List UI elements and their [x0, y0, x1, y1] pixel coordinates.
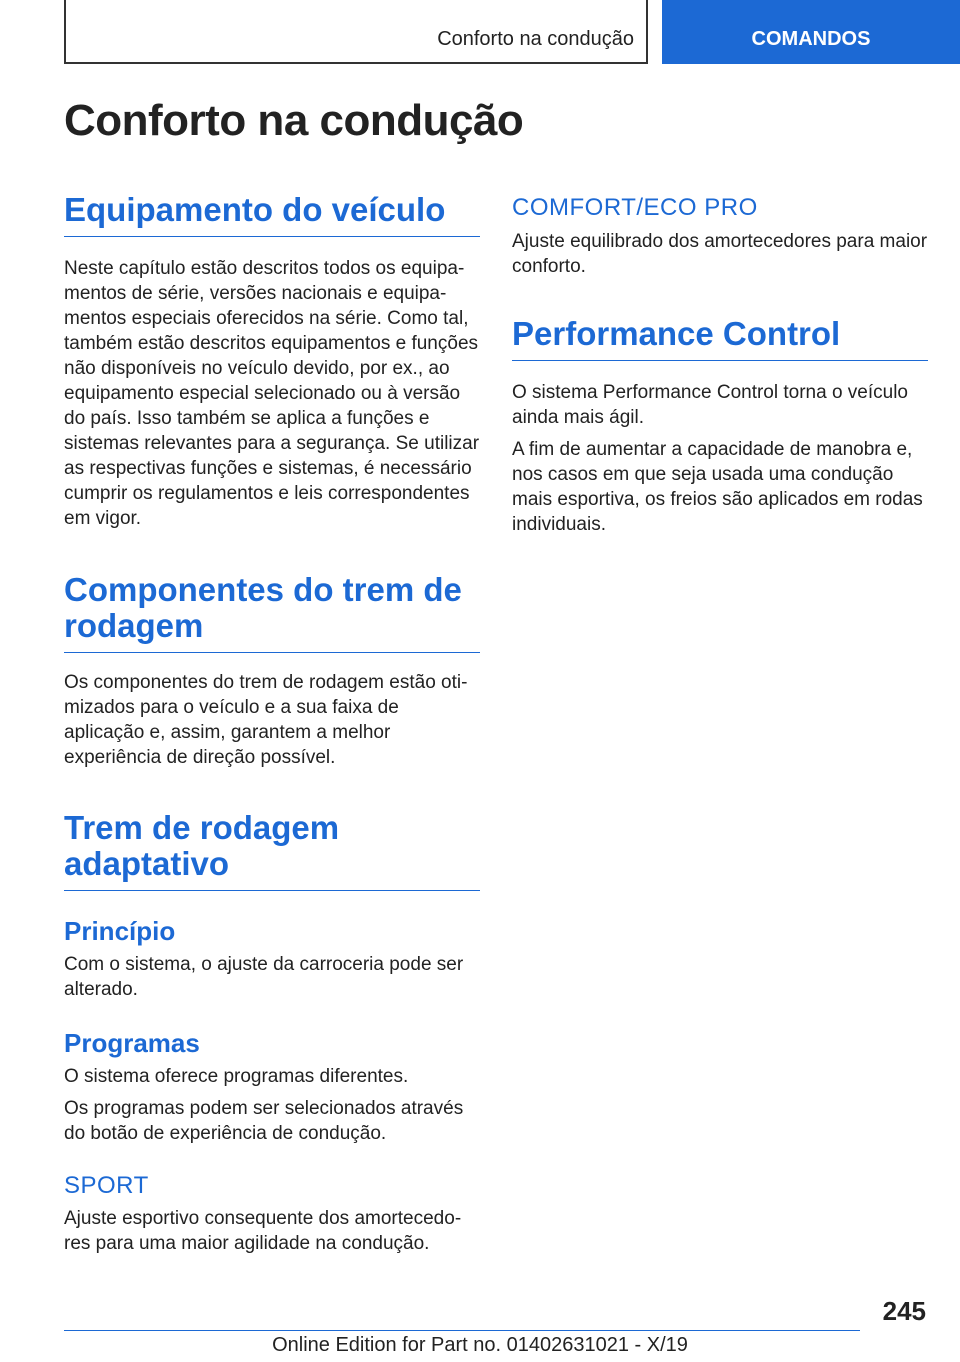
heading-programas: Programas [64, 1028, 200, 1058]
footer-divider [64, 1330, 860, 1331]
header-section-tab[interactable] [662, 0, 960, 64]
heading-trem-adaptativo: Trem de rodagem adaptativo [64, 810, 480, 891]
body-sport: Ajuste esportivo consequente dos amortecedores para uma maior agilidade na condução. [64, 1208, 462, 1254]
page-number: 245 [882, 1296, 926, 1326]
heading-equipamento: Equipamento do veículo [64, 192, 480, 237]
header-chapter-box [64, 0, 648, 64]
body-principio: Com o sistema, o ajuste da carroceria pode ser alterado. [64, 954, 464, 1000]
footer-edition: Online Edition for Part no. 01402631021 - X/19 [272, 1334, 688, 1356]
body-programas-1: O sistema oferece programas diferentes. [64, 1066, 409, 1087]
page-title: Conforto na condução [64, 96, 524, 145]
header-section-label: COMANDOS [751, 27, 871, 50]
body-equipamento: Neste capítulo estão descritos todos os equipamentos de série, versões nacionais e equipamentos especiais oferecidos na série. Como tal, também estão descritos equipamentos e funções não disponíveis no veículo devido, por ex., ao equipamento especial selecionado ou à versão do país. Isso também se aplica a funções e sistemas relevantes para a segurança. Se utilizar as respectivas funções e sistemas, é necessário cumprir os regulamentos e leis correspondentes em vigor. [64, 258, 480, 529]
heading-performance-control: Performance Control [512, 316, 928, 361]
heading-componentes: Componentes do trem de rodagem [64, 572, 480, 653]
body-performance-1: O sistema Performance Control torna o veículo ainda mais ágil. [512, 382, 909, 428]
header-chapter-title: Conforto na condução [437, 28, 634, 50]
body-componentes: Os componentes do trem de rodagem estão otimizados para o veículo e a sua faixa de aplicação e, assim, garantem a melhor experiência de direção possível. [64, 672, 468, 768]
body-performance-2: A fim de aumentar a capacidade de manobra e, nos casos em que seja usada uma condução mais esportiva, os freios são aplicados em rodas individuais. [512, 439, 923, 535]
body-comfort-eco-pro: Ajuste equilibrado dos amortecedores para maior conforto. [512, 231, 928, 277]
heading-comfort-eco-pro: COMFORT/ECO PRO [512, 194, 758, 221]
heading-principio: Princípio [64, 916, 176, 946]
body-programas-2: Os programas podem ser selecionados através do botão de experiência de condução. [64, 1098, 464, 1144]
heading-sport: SPORT [64, 1172, 149, 1199]
